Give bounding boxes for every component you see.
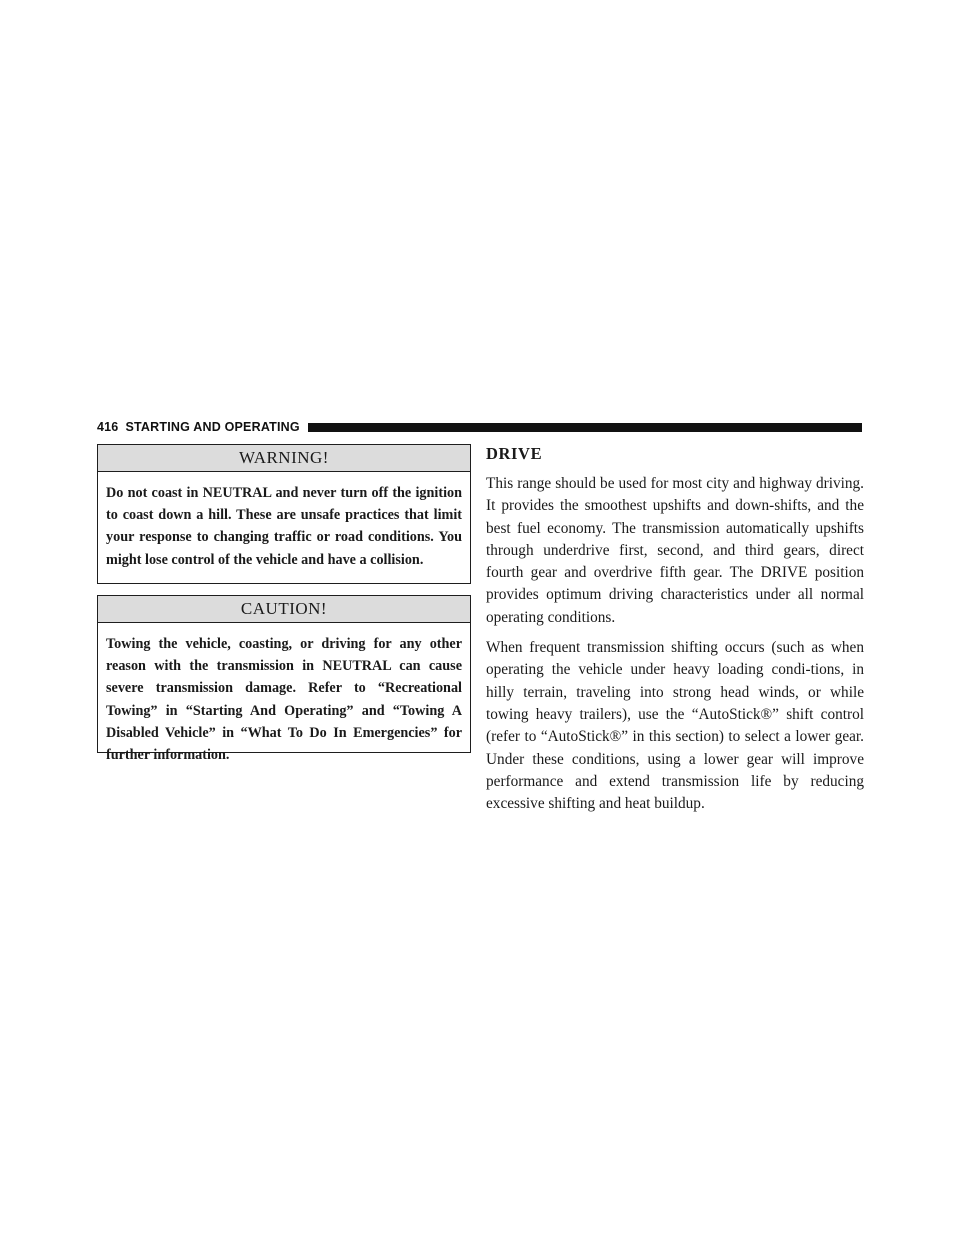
caution-box <box>97 595 471 764</box>
warning-title: WARNING! <box>98 445 470 472</box>
warning-text: Do not coast in NEUTRAL and never turn off the ignition to coast down a hill. These are unsafe practices that limit your response to changing traffic or road conditions. You might lose control of the vehicle and have a collision. <box>106 485 462 568</box>
drive-heading: DRIVE <box>486 444 543 463</box>
drive-paragraph-2: When frequent transmission shifting occurs (such as when operating the vehicle under heavy loading condi-tions, in hilly terrain, traveling into strong head winds, or while towing heavy trailers), use the “AutoStick®” shift control (refer to “AutoStick®” in this section) to select a lower gear. Under these conditions, using a lower gear will improve performance and extend transmission life by reducing excessive shifting and heat buildup. <box>486 639 864 813</box>
page-header <box>97 418 862 436</box>
header-rule <box>308 423 862 432</box>
warning-box <box>97 444 471 584</box>
page-number: 416 <box>97 420 119 434</box>
caution-text: Towing the vehicle, coasting, or driving for any other reason with the transmission in NEUTRAL can cause severe transmission damage. Refer to “Recreational Towing” in “Starting And Operating” and “Towing A Disabled Vehicle” in “What To Do In Emergencies” for further information. <box>106 636 462 764</box>
section-title: STARTING AND OPERATING <box>125 420 300 434</box>
caution-title: CAUTION! <box>98 596 470 623</box>
drive-paragraph-1: This range should be used for most city and highway driving. It provides the smoothest upshifts and down-shifts, and the best fuel economy. The transmission automatically upshifts through underdrive first, second, and third gears, direct fourth gear and overdrive fifth gear. The DRIVE position provides optimum driving characteristics under all normal operating conditions. <box>486 475 864 626</box>
drive-section <box>486 443 864 823</box>
